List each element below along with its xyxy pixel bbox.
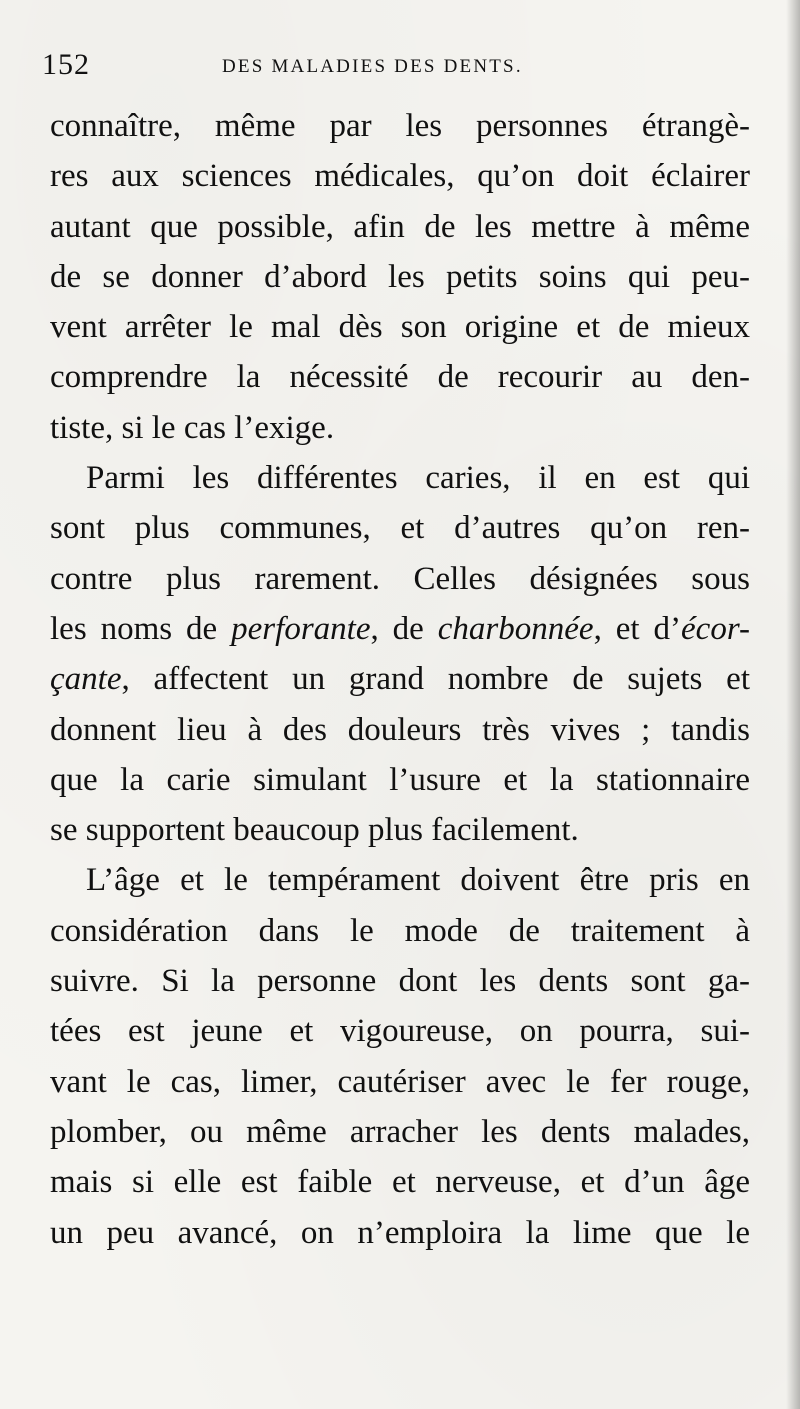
text-line: Parmi les différentes caries, il en est qui (86, 460, 750, 497)
italic-term-perforante: perforante (231, 610, 371, 647)
text-line: mais si elle est faible et nerveuse, et d’un âge (50, 1164, 750, 1201)
text-line: plomber, ou même arracher les dents malades, (50, 1113, 750, 1150)
text-line: que la carie simulant l’usure et la stationnaire (50, 761, 750, 798)
page-number: 152 (42, 48, 90, 81)
text-line: tiste, si le cas l’exige. (50, 409, 335, 446)
running-head: DES MALADIES DES DENTS. (222, 56, 523, 77)
page-header (42, 48, 732, 88)
text-line: tées est jeune et vigoureuse, on pourra, sui- (50, 1013, 750, 1050)
italic-term-charbonnee: charbonnée (437, 610, 594, 647)
text-fragment: , de (370, 610, 438, 647)
text-line: contre plus rarement. Celles désignées sous (50, 560, 750, 597)
text-line: sont plus communes, et d’autres qu’on ren- (50, 510, 750, 547)
text-line: un peu avancé, on n’emploira la lime que le (50, 1214, 750, 1251)
text-line: donnent lieu à des douleurs très vives ; tandis (50, 711, 750, 748)
italic-term-ecorcante-start: écor- (681, 610, 750, 647)
text-line: autant que possible, afin de les mettre à même (50, 208, 750, 245)
text-line-with-italics (50, 604, 750, 654)
text-line: res aux sciences médicales, qu’on doit éclairer (50, 158, 750, 195)
text-line: L’âge et le tempérament doivent être pris en (86, 862, 750, 899)
text-line: se supportent beaucoup plus facilement. (50, 812, 579, 849)
page-edge-shadow (786, 0, 800, 1409)
text-line: vent arrêter le mal dès son origine et de mieux (50, 309, 750, 346)
text-line: de se donner d’abord les petits soins qui peu- (50, 258, 750, 295)
text-line: suivre. Si la personne dont les dents sont ga- (50, 963, 750, 1000)
text-line: considération dans le mode de traitement à (50, 912, 750, 949)
text-line: connaître, même par les personnes étrangè- (50, 108, 750, 144)
text-line-with-italics (50, 654, 750, 704)
body-text (50, 101, 750, 1258)
italic-term-ecorcante-end: çante (50, 661, 122, 698)
text-line: vant le cas, limer, cautériser avec le fer rouge, (50, 1063, 750, 1100)
text-line: comprendre la nécessité de recourir au den- (50, 359, 750, 396)
text-fragment: , affectent un grand nombre de sujets et (121, 661, 750, 698)
text-fragment: , et d’ (593, 610, 682, 647)
text-fragment: les noms de (50, 610, 232, 647)
